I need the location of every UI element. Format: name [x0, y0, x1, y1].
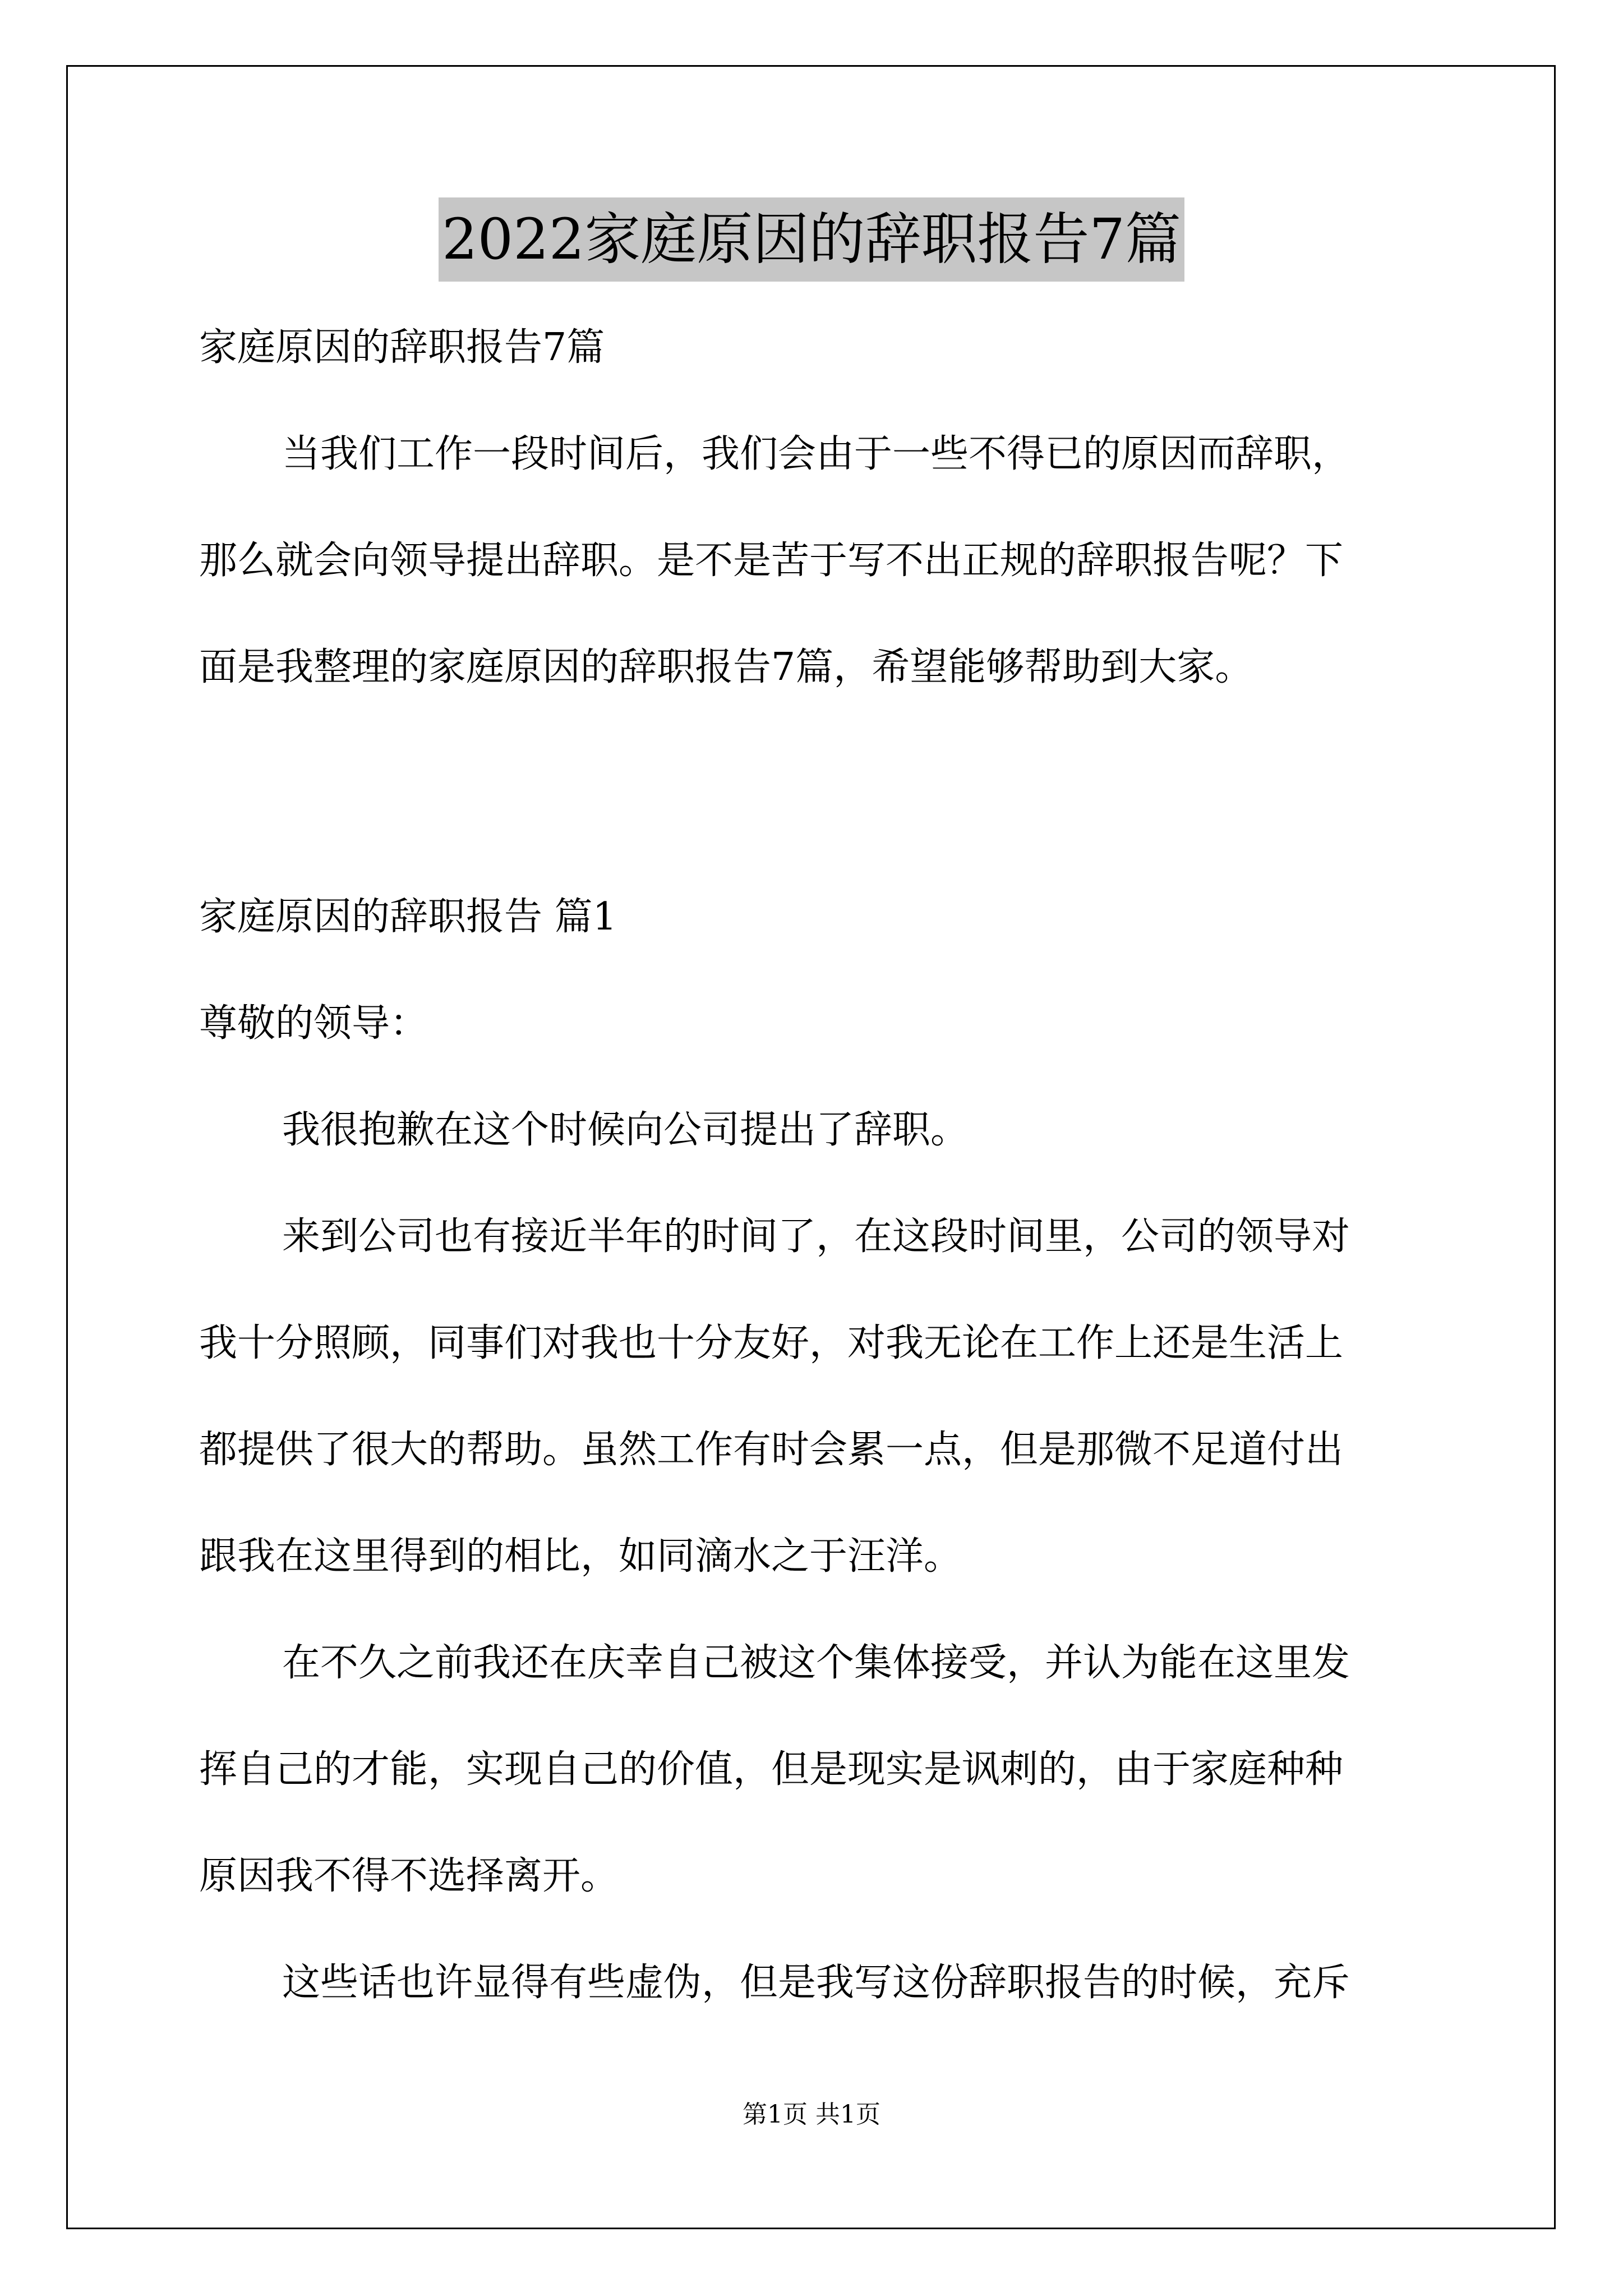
body-line: 这些话也许显得有些虚伪，但是我写这份辞职报告的时候，充斥: [282, 1961, 1350, 2005]
title-container: [0, 197, 1623, 282]
body-line: 我很抱歉在这个时候向公司提出了辞职。: [282, 1108, 969, 1152]
body-line: 我十分照顾，同事们对我也十分友好，对我无论在工作上还是生活上: [199, 1321, 1344, 1365]
intro-line: 面是我整理的家庭原因的辞职报告7篇，希望能够帮助到大家。: [199, 645, 1253, 689]
salutation: 尊敬的领导：: [199, 1001, 428, 1046]
body-line: 都提供了很大的帮助。虽然工作有时会累一点，但是那微不足道付出: [199, 1428, 1344, 1472]
body-line: 在不久之前我还在庆幸自己被这个集体接受，并认为能在这里发: [282, 1641, 1350, 1685]
section-heading: 家庭原因的辞职报告 篇1: [199, 895, 617, 939]
intro-line: 当我们工作一段时间后，我们会由于一些不得已的原因而辞职，: [282, 432, 1350, 476]
body-line: 来到公司也有接近半年的时间了，在这段时间里，公司的领导对: [282, 1214, 1350, 1259]
body-line: 挥自己的才能，实现自己的价值，但是现实是讽刺的，由于家庭种种: [199, 1747, 1344, 1792]
document-title: 2022家庭原因的辞职报告7篇: [439, 197, 1184, 282]
intro-line: 那么就会向领导提出辞职。是不是苦于写不出正规的辞职报告呢？下: [199, 539, 1344, 583]
body-line: 原因我不得不选择离开。: [199, 1854, 619, 1898]
document-subtitle: 家庭原因的辞职报告7篇: [199, 325, 605, 370]
body-line: 跟我在这里得到的相比，如同滴水之于汪洋。: [199, 1534, 962, 1579]
page-footer: 第1页 共1页: [743, 2100, 880, 2129]
